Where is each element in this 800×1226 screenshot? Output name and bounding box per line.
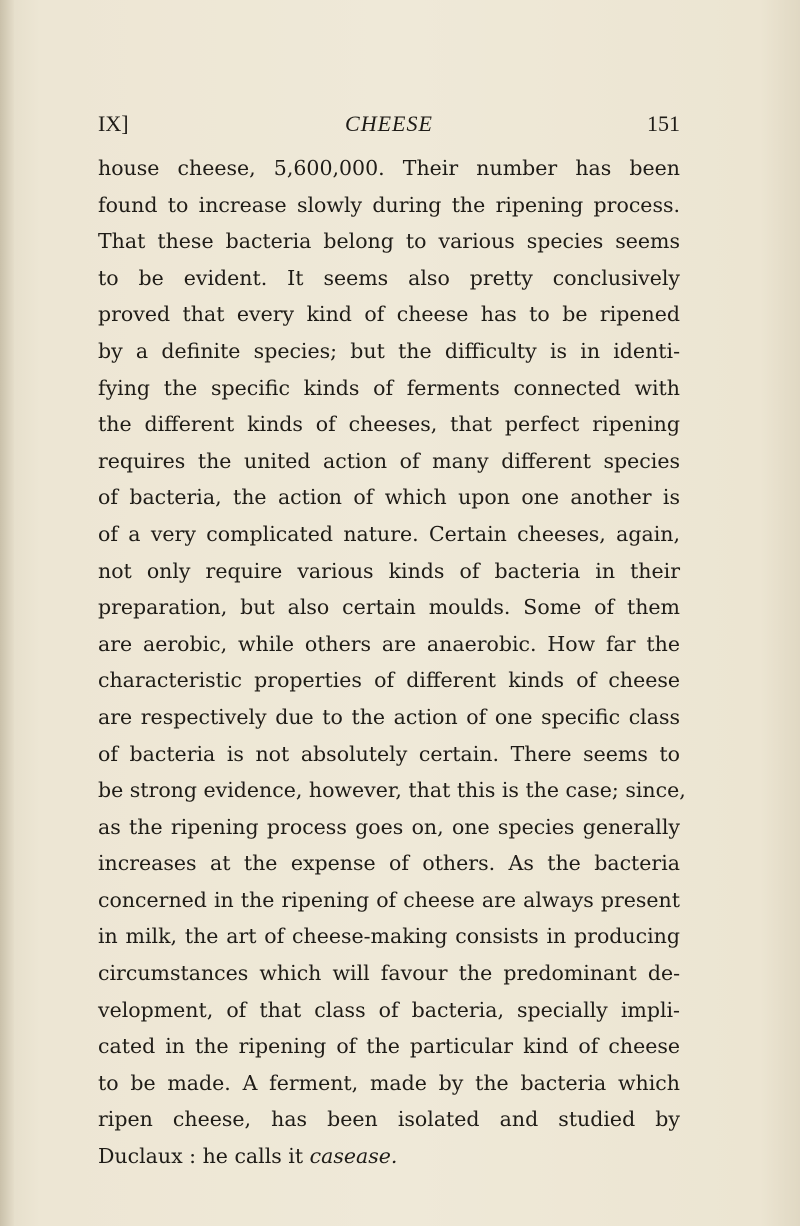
italic-term: casease. bbox=[309, 1144, 398, 1169]
text-line: preparation, but also certain moulds. Some of them bbox=[98, 595, 680, 620]
text-line: are aerobic, while others are anaerobic. How far the bbox=[98, 631, 680, 656]
text-line: circumstances which will favour the predominant de- bbox=[98, 961, 680, 986]
binding-shadow bbox=[0, 0, 14, 1226]
text-line-final bbox=[98, 1138, 680, 1175]
text-line: found to increase slowly during the ripening process. bbox=[98, 192, 680, 217]
text-line: of bacteria, the action of which upon one another is bbox=[98, 485, 680, 510]
text-line: to be evident. It seems also pretty conclusively bbox=[98, 265, 680, 290]
text-line: concerned in the ripening of cheese are always present bbox=[98, 887, 680, 912]
body-paragraph bbox=[98, 150, 686, 1175]
text-line: velopment, of that class of bacteria, specially impli- bbox=[98, 997, 680, 1022]
text-line: proved that every kind of cheese has to be ripened bbox=[98, 302, 680, 327]
text-line: to be made. A ferment, made by the bacteria which bbox=[98, 1070, 680, 1095]
text-line: cated in the ripening of the particular kind of cheese bbox=[98, 1034, 680, 1059]
page-number: 151 bbox=[647, 111, 680, 136]
text-line: be strong evidence, however, that this is the case; since, bbox=[98, 778, 686, 803]
text-line: house cheese, 5,600,000. Their number has been bbox=[98, 156, 680, 180]
text-line: increases at the expense of others. As the bacteria bbox=[98, 851, 680, 876]
running-head bbox=[98, 111, 680, 143]
text-line: in milk, the art of cheese-making consists in producing bbox=[98, 924, 680, 949]
text-line: by a definite species; but the difficulty is in identi- bbox=[98, 338, 680, 363]
text-line: characteristic properties of different kinds of cheese bbox=[98, 668, 680, 693]
final-line-text: Duclaux : he calls it bbox=[98, 1144, 310, 1169]
running-title: CHEESE bbox=[345, 111, 433, 136]
text-line: are respectively due to the action of one specific class bbox=[98, 704, 680, 729]
text-line: That these bacteria belong to various species seems bbox=[98, 229, 680, 254]
chapter-number: IX] bbox=[98, 111, 129, 136]
text-line: requires the united action of many different species bbox=[98, 448, 680, 473]
text-line: of bacteria is not absolutely certain. There seems to bbox=[98, 741, 680, 766]
text-line: fying the specific kinds of ferments connected with bbox=[98, 375, 680, 400]
text-line: not only require various kinds of bacteria in their bbox=[98, 558, 680, 583]
text-line: ripen cheese, has been isolated and studied by bbox=[98, 1107, 680, 1132]
text-line: as the ripening process goes on, one species generally bbox=[98, 814, 680, 839]
text-line: of a very complicated nature. Certain cheeses, again, bbox=[98, 521, 680, 546]
text-line: the different kinds of cheeses, that perfect ripening bbox=[98, 412, 680, 437]
